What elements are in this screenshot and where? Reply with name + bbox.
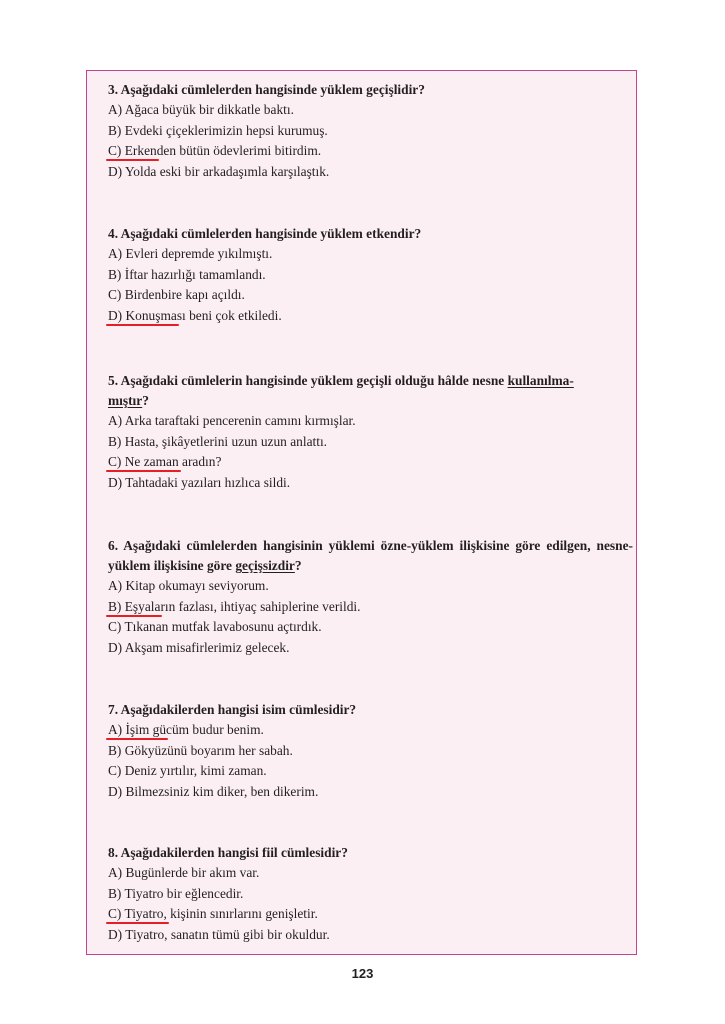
option-text: rın fazlası, ihtiyaç sahiplerine verildi. — [160, 598, 361, 614]
question-frame — [86, 70, 637, 955]
underlined-word: geçişsizdir — [235, 558, 295, 573]
question-title: 4. Aşağıdaki cümlelerden hangisinde yüklem etkendir? — [108, 226, 422, 241]
option-c[interactable]: C) Tıkanan mutfak lavabosunu açtırdık. — [108, 619, 322, 634]
option-a[interactable]: A) Bugünlerde bir akım var. — [108, 865, 260, 880]
option-c[interactable] — [108, 452, 633, 473]
option-a[interactable]: A) Ağaca büyük bir dikkatle baktı. — [108, 102, 294, 117]
question-title: 7. Aşağıdakilerden hangisi isim cümlesidir? — [108, 702, 357, 717]
answer-mark: C) Erken — [108, 143, 157, 158]
answer-mark: D) Konuşma — [108, 307, 177, 323]
page-number: 123 — [351, 966, 374, 981]
option-a[interactable]: A) Arka taraftaki pencerenin camını kırmışlar. — [108, 413, 356, 428]
title-text: 5. Aşağıdaki cümlelerin hangisinde yüklem geçişli olduğu hâlde nesne — [108, 373, 508, 388]
question-title — [108, 536, 633, 576]
option-text: cüm budur benim. — [166, 722, 264, 737]
title-end: ? — [294, 558, 302, 573]
option-text: den bütün ödevlerimi bitirdim. — [156, 143, 322, 158]
answer-mark: B) Eşyala — [108, 598, 161, 614]
underlined-word: mıştır — [108, 393, 143, 408]
option-a[interactable]: A) Kitap okumayı seviyorum. — [108, 578, 269, 593]
option-c[interactable]: C) Deniz yırtılır, kimi zaman. — [108, 763, 267, 778]
option-d[interactable]: D) Tahtadaki yazıları hızlıca sildi. — [108, 474, 291, 490]
option-b[interactable]: B) İftar hazırlığı tamamlandı. — [108, 266, 266, 282]
question-title: 8. Aşağıdakilerden hangisi fiil cümlesidir? — [108, 845, 348, 860]
option-text: aradın? — [178, 454, 222, 469]
option-b[interactable]: B) Gökyüzünü boyarım her sabah. — [108, 742, 293, 758]
question-title: 3. Aşağıdaki cümlelerden hangisinde yüklem geçişlidir? — [108, 82, 425, 97]
option-d[interactable]: D) Tiyatro, sanatın tümü gibi bir okuldur. — [108, 926, 330, 942]
option-b[interactable]: B) Evdeki çiçeklerimizin hepsi kurumuş. — [108, 122, 328, 138]
option-c[interactable] — [108, 904, 633, 925]
option-c[interactable] — [108, 141, 633, 162]
option-b[interactable] — [108, 597, 633, 618]
option-a[interactable]: A) Evleri depremde yıkılmıştı. — [108, 246, 273, 261]
question-8 — [108, 843, 633, 945]
option-b[interactable]: B) Tiyatro bir eğlencedir. — [108, 885, 244, 901]
option-a[interactable] — [108, 720, 633, 741]
question-title — [108, 371, 633, 411]
option-text: kişinin sınırlarını genişletir. — [166, 906, 318, 921]
question-4 — [108, 224, 633, 326]
option-c[interactable]: C) Birdenbire kapı açıldı. — [108, 287, 245, 302]
underlined-word: kullanılma- — [507, 373, 574, 388]
question-7 — [108, 700, 633, 802]
option-d[interactable]: D) Yolda eski bir arkadaşımla karşılaştık. — [108, 163, 330, 179]
question-5 — [108, 371, 633, 493]
option-d[interactable]: D) Akşam misafirlerimiz gelecek. — [108, 639, 290, 655]
option-b[interactable]: B) Hasta, şikâyetlerini uzun uzun anlattı. — [108, 433, 328, 449]
answer-mark: C) Ne zaman — [108, 454, 179, 469]
question-6 — [108, 536, 633, 658]
option-d[interactable] — [108, 306, 633, 327]
answer-mark: A) İşim gü — [108, 722, 167, 737]
title-text: 6. Aşağıdaki cümlelerden hangisinin yüklemi özne-yüklem ilişkisine göre edilgen, nesne-yüklem ilişkisine göre — [108, 538, 633, 573]
option-text: sı beni çok etkiledi. — [176, 307, 282, 323]
answer-mark: C) Tiyatro, — [108, 906, 167, 921]
option-d[interactable]: D) Bilmezsiniz kim diker, ben dikerim. — [108, 783, 319, 799]
title-end: ? — [142, 393, 149, 408]
question-3 — [108, 80, 633, 182]
